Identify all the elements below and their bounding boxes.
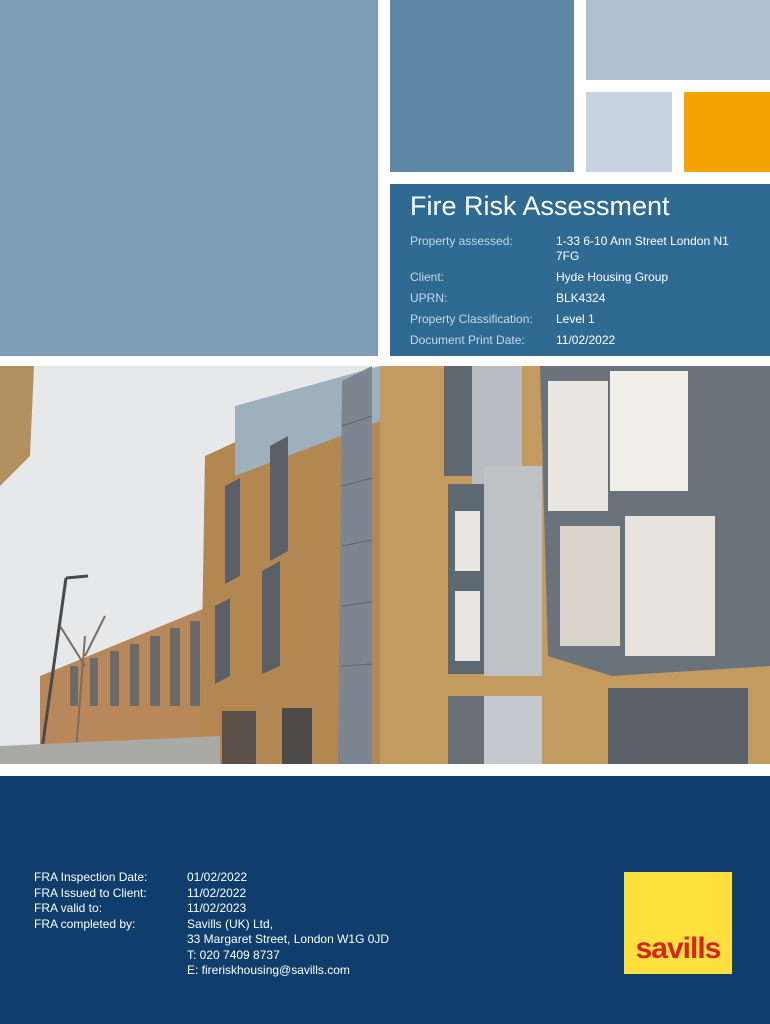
detail-row-inspection-date xyxy=(34,870,389,886)
info-row-property xyxy=(410,234,754,264)
info-value: BLK4324 xyxy=(556,291,606,305)
info-value: 11/02/2022 xyxy=(556,333,616,347)
detail-label: FRA Inspection Date: xyxy=(34,870,148,884)
title-panel xyxy=(390,184,770,356)
info-label: UPRN: xyxy=(410,291,448,305)
info-label: Document Print Date: xyxy=(410,333,525,347)
decorative-block-orange xyxy=(684,92,770,172)
info-row-client xyxy=(410,270,754,285)
info-label: Client: xyxy=(410,270,445,284)
info-label: Property assessed: xyxy=(410,234,513,248)
detail-row-completed-by xyxy=(34,917,389,979)
building-photo xyxy=(0,366,770,764)
detail-label: FRA Issued to Client: xyxy=(34,885,147,900)
decorative-block-large xyxy=(0,0,378,356)
info-value: Hyde Housing Group xyxy=(556,270,669,284)
decorative-block-medium xyxy=(390,0,574,172)
savills-logo xyxy=(624,872,732,974)
logo-text: savills xyxy=(635,932,721,965)
info-row-uprn xyxy=(410,291,754,306)
assessment-details xyxy=(34,870,389,979)
info-value: 1-33 6-10 Ann Street London N1 7FG xyxy=(556,234,729,263)
info-row-print-date xyxy=(410,333,754,348)
decorative-block-small xyxy=(586,92,672,172)
detail-row-issued-date xyxy=(34,886,389,902)
detail-value: 11/02/2023 xyxy=(187,901,247,915)
detail-value: 11/02/2022 xyxy=(187,885,247,900)
detail-value: Savills (UK) Ltd, 33 Margaret Street, London W1G 0JD T: 020 7409 8737 E: fireriskhousing@savills.com xyxy=(187,916,390,977)
info-label: Property Classification: xyxy=(410,312,533,326)
decorative-block-top-right xyxy=(586,0,770,80)
info-row-classification xyxy=(410,312,754,327)
document-title: Fire Risk Assessment xyxy=(410,191,670,221)
detail-label: FRA valid to: xyxy=(34,901,103,915)
detail-value: 01/02/2022 xyxy=(187,870,248,884)
building-illustration xyxy=(0,366,770,764)
detail-row-valid-to xyxy=(34,901,389,917)
footer-panel xyxy=(0,776,770,1024)
detail-label: FRA completed by: xyxy=(34,916,136,931)
info-value: Level 1 xyxy=(556,312,595,326)
